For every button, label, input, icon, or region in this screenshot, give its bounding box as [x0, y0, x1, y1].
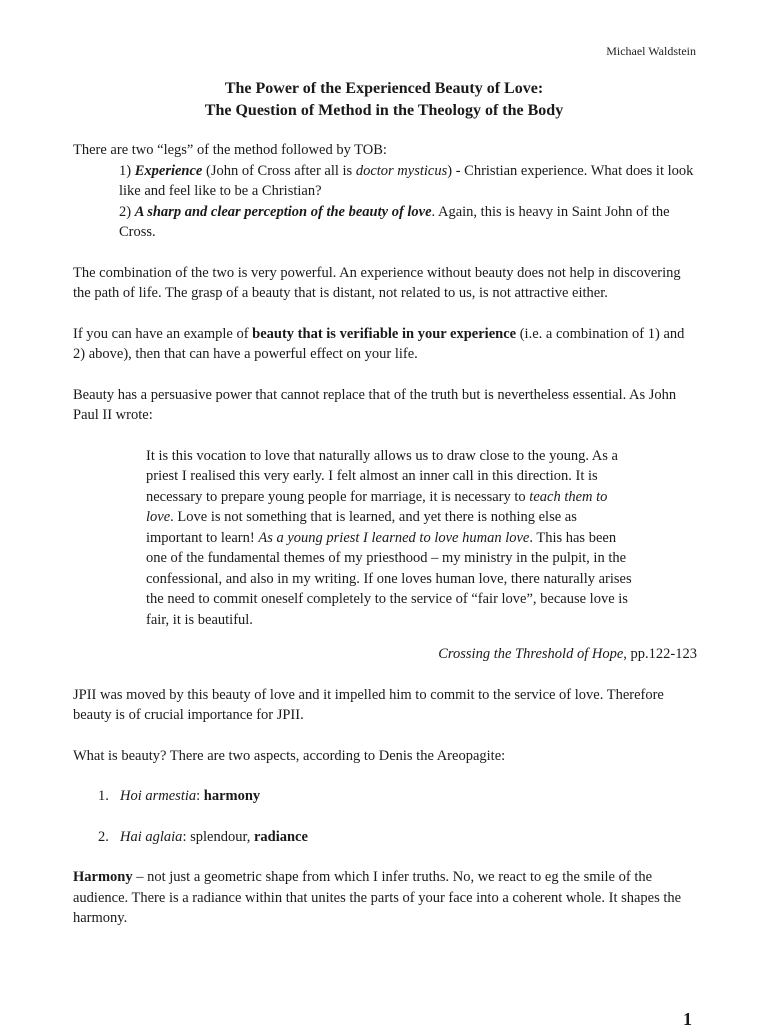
page-number: 1 [683, 1009, 692, 1029]
item-text: (John of Cross after all is [202, 162, 356, 179]
legs-intro: There are two “legs” of the method followed by TOB: [73, 142, 387, 158]
quote-text: . Love is not something that is learned, and yet there is nothing else as important to learn! [146, 509, 577, 546]
aspect-name: radiance [253, 828, 308, 845]
citation-pages: , pp.122-123 [623, 646, 697, 662]
quote-italic: As a young priest I learned to love human love [258, 529, 530, 546]
title-line-2: The Question of Method in the Theology of the Body [204, 102, 564, 119]
paragraph-text: (i.e. a combination of 1) and 2) above), then that can have a powerful effect on your life. [73, 325, 685, 362]
quote-italic: teach them to love [146, 488, 608, 525]
aspect-text: splendour, [190, 828, 254, 845]
aspects-list [73, 786, 697, 847]
list-number: 1. [98, 788, 109, 804]
greek-term: Hai aglaia [120, 828, 183, 845]
italic-term: doctor mysticus [355, 162, 448, 179]
aspect-name: harmony [203, 788, 261, 804]
list-number: 2. [98, 828, 109, 845]
document-body [73, 140, 697, 949]
list-item [98, 827, 697, 848]
separator: : [196, 788, 204, 804]
paragraph-beauty: Beauty has a persuasive power that cannot replace that of the truth but is nevertheless essential. As John Paul II wrote: [73, 386, 677, 423]
legs-item-1 [119, 161, 697, 202]
paragraph-harmony [73, 867, 697, 929]
paragraph-jpii: JPII was moved by this beauty of love and it impelled him to commit to the service of love. Therefore beauty is of crucial importance for JPII. [73, 686, 664, 723]
paragraph-combination: The combination of the two is very powerful. An experience without beauty does not help in discovering the path of life. The grasp of a beauty that is distant, not related to us, is not attractive either. [73, 264, 681, 301]
item-text: ) - Christian experience. What does it look like and feel like to be a Christian? [119, 162, 694, 199]
legs-item-2 [119, 202, 697, 243]
paragraph-text: – not just a geometric shape from which I infer truths. No, we react to eg the smile of the audience. There is a radiance within that unites the parts of your face into a coherent whole. It shapes the harmony. [73, 869, 682, 926]
list-item [98, 786, 697, 807]
paragraph-example [73, 324, 697, 365]
paragraph-what-is-beauty: What is beauty? There are two aspects, according to Denis the Areopagite: [73, 747, 506, 764]
quote-text: . This has been one of the fundamental themes of my priesthood – my ministry in the pulpit, in the confessional, and also in my writing. If one loves human love, there naturally arises the need to commit oneself completely to the service of “fair love”, because love is fair, it is beautiful. [146, 529, 632, 628]
item-number: 1) [119, 162, 135, 179]
bold-italic-term: A sharp and clear perception of the beauty of love [134, 203, 432, 220]
item-text: . Again, this is heavy in Saint John of the Cross. [119, 203, 670, 240]
bold-phrase: beauty that is verifiable in your experience [252, 325, 517, 342]
greek-term: Hoi armestia [120, 788, 197, 804]
legs-section [73, 140, 697, 243]
bold-term: Harmony [73, 869, 133, 885]
quote-citation [73, 644, 697, 665]
bold-italic-term: Experience [134, 162, 203, 179]
title-line-1: The Power of the Experienced Beauty of Love: [224, 80, 544, 97]
author-header: Michael Waldstein [606, 44, 696, 58]
quote-text: It is this vocation to love that naturally allows us to draw close to the young. As a priest I realised this very early. I felt almost an inner call in this direction. It is necessary to prepare young people for marriage, it is necessary to [146, 447, 618, 505]
item-number: 2) [119, 203, 135, 220]
block-quote [146, 446, 636, 631]
separator: : [182, 828, 191, 845]
citation-title: Crossing the Threshold of Hope [438, 646, 624, 662]
document-title [0, 78, 768, 122]
paragraph-text: If you can have an example of [73, 325, 253, 342]
